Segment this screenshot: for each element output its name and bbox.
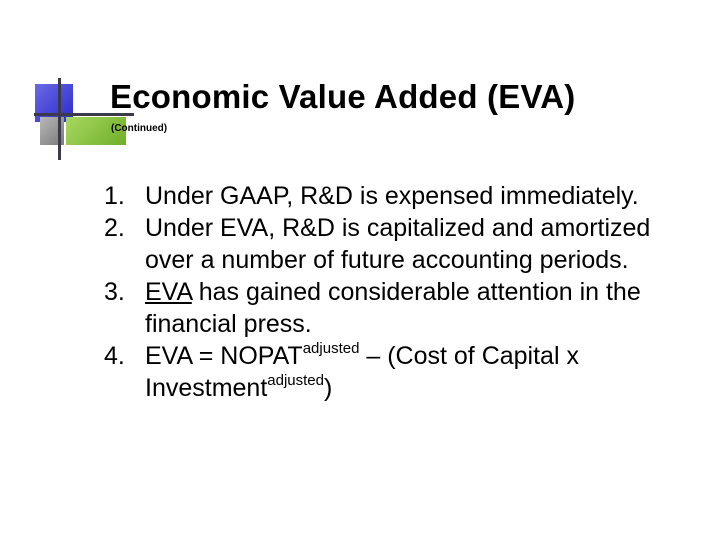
formula-part-a: EVA = NOPAT bbox=[145, 342, 303, 370]
list-item bbox=[104, 212, 704, 276]
item-number: 2. bbox=[104, 214, 125, 242]
list-item bbox=[104, 180, 704, 212]
item-text: Under EVA, R&D is capitalized and amortized over a number of future accounting periods. bbox=[145, 214, 651, 274]
item-number: 1. bbox=[104, 182, 125, 210]
item-text: has gained considerable attention in the financial press. bbox=[145, 278, 641, 338]
item-text: Under GAAP, R&D is expensed immediately. bbox=[145, 182, 639, 210]
item-number: 4. bbox=[104, 342, 125, 370]
formula-part-b: – (Cost of Capital x Investment bbox=[145, 342, 579, 402]
formula-part-c: ) bbox=[324, 374, 333, 402]
nopat-superscript: adjusted bbox=[302, 340, 360, 357]
slide-subtitle: (Continued) bbox=[111, 123, 168, 134]
logo-vertical-line bbox=[58, 78, 61, 160]
bullet-list bbox=[104, 180, 704, 404]
investment-superscript: adjusted bbox=[267, 372, 324, 389]
slide-title: Economic Value Added (EVA) bbox=[110, 78, 576, 115]
list-item bbox=[104, 340, 704, 404]
list-item bbox=[104, 276, 704, 340]
eva-underlined-term: EVA bbox=[145, 278, 192, 306]
item-number: 3. bbox=[104, 278, 125, 306]
